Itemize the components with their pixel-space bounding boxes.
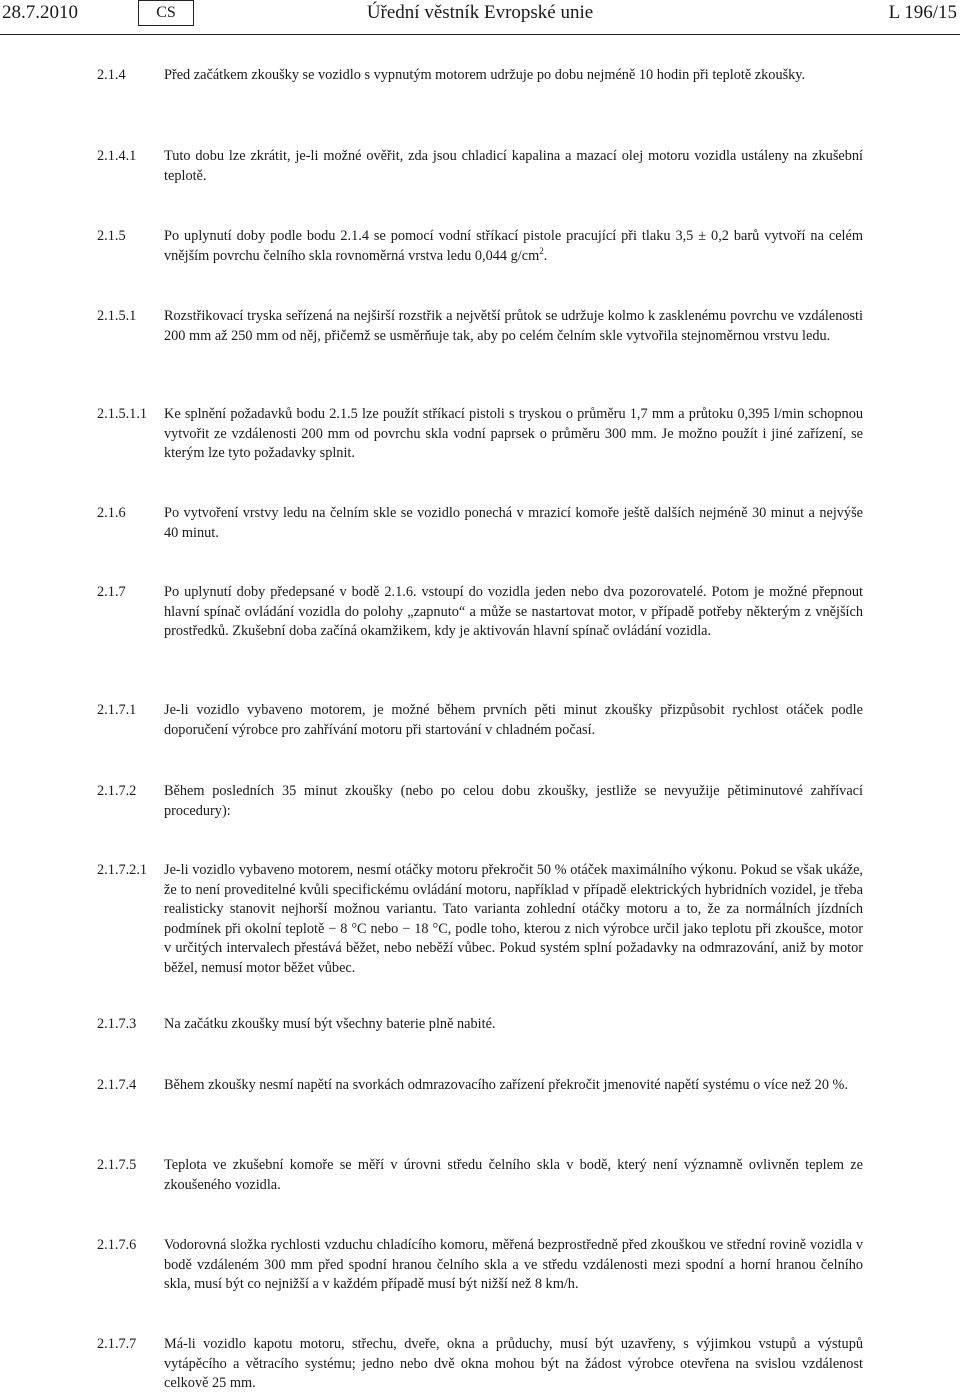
superscript: 2 xyxy=(539,245,544,256)
paragraph-2-1-5-1 xyxy=(97,307,863,346)
paragraph-2-1-7-2 xyxy=(97,782,863,821)
publication-date: 28.7.2010 xyxy=(2,2,78,23)
paragraph-text: Tuto dobu lze zkrátit, je-li možné ověřit, zda jsou chladicí kapalina a mazací olej motoru vozidla ustáleny na zkušební teplotě. xyxy=(164,148,863,184)
journal-title: Úřední věstník Evropské unie xyxy=(366,2,594,23)
paragraph-2-1-7-4 xyxy=(97,1076,863,1096)
paragraph-2-1-6 xyxy=(97,504,863,543)
paragraph-number: 2.1.4.1 xyxy=(97,148,137,164)
paragraph-2-1-7-2-1 xyxy=(97,861,863,978)
paragraph-text: Po uplynutí doby předepsané v bodě 2.1.6. vstoupí do vozidla jeden nebo dva pozorovatelé. Potom je možné přepnout hlavní spínač ovládání vozidla do polohy „zapnuto“ a může se nastartovat motor, v případě potřeby některým z vnějších prostředků. Zkušební doba začíná okamžikem, kdy je aktivován hlavní spínač ovládání vozidla. xyxy=(164,584,863,639)
paragraph-text: Má-li vozidlo kapotu motoru, střechu, dveře, okna a průduchy, musí být uzavřeny, s výjimkou vstupů a výstupů vytápěcího a větracího systému; jedno nebo dvě okna mohou být na žádost výrobce otevřena na svislou vzdálenost celkově 25 mm. xyxy=(164,1336,863,1391)
paragraph-2-1-5 xyxy=(97,227,863,266)
paragraph-text: Ke splnění požadavků bodu 2.1.5 lze použít stříkací pistoli s tryskou o průměru 1,7 mm a průtoku 0,395 l/min schopnou vytvořit ze vzdálenosti 200 mm od povrchu skla vodní paprsek o průměru 300 mm. Je možno použít i jiné zařízení, se kterým lze tyto požadavky splnit. xyxy=(164,406,863,461)
paragraph-number: 2.1.7.7 xyxy=(97,1336,137,1352)
paragraph-number: 2.1.7.4 xyxy=(97,1077,137,1093)
paragraph-2-1-5-1-1 xyxy=(97,405,863,464)
paragraph-text: Po vytvoření vrstvy ledu na čelním skle se vozidlo ponechá v mrazicí komoře ještě dalších nejméně 30 minut a nejvýše 40 minut. xyxy=(164,505,863,541)
paragraph-text: Na začátku zkoušky musí být všechny baterie plně nabité. xyxy=(164,1016,496,1032)
paragraph-2-1-4-1 xyxy=(97,147,863,186)
paragraph-text xyxy=(164,227,863,266)
paragraph-text: Rozstřikovací tryska seřízená na nejširší rozstřik a největší průtok se udržuje kolmo k zasklenému povrchu ve vzdálenosti 200 mm až 250 mm od něj, přičemž se usměrňuje tak, aby po celém čelním skle vytvořila stejnoměrnou vrstvu ledu. xyxy=(164,308,863,344)
page-header xyxy=(0,0,960,35)
paragraph-number: 2.1.7.5 xyxy=(97,1157,137,1173)
paragraph-2-1-7-1 xyxy=(97,701,863,740)
paragraph-text: Před začátkem zkoušky se vozidlo s vypnutým motorem udržuje po dobu nejméně 10 hodin při teplotě zkoušky. xyxy=(164,67,806,83)
paragraph-number: 2.1.5 xyxy=(97,228,126,244)
paragraph-text: Je-li vozidlo vybaveno motorem, je možné během prvních pěti minut zkoušky přizpůsobit rychlost otáček podle doporučení výrobce pro zahřívání motoru při startování v chladném počasí. xyxy=(164,702,863,738)
language-badge: CS xyxy=(138,0,194,26)
paragraph-2-1-7-5 xyxy=(97,1156,863,1195)
paragraph-2-1-7 xyxy=(97,583,863,642)
paragraph-number: 2.1.7.6 xyxy=(97,1237,137,1253)
paragraph-text-tail: . xyxy=(543,247,548,264)
paragraph-number: 2.1.7 xyxy=(97,584,126,600)
paragraph-text: Vodorovná složka rychlosti vzduchu chladícího komoru, měřená bezprostředně před zkouškou ve střední rovině vozidla v bodě vzdáleném 300 mm před spodní hranou čelního skla a ve středu vzdálenosti mezi spodní a horní hranou čelního skla, musí být co nejnižší a v každém případě musí být nižší než 8 km/h. xyxy=(164,1237,863,1292)
paragraph-text: Je-li vozidlo vybaveno motorem, nesmí otáčky motoru překročit 50 % otáček maximálního výkonu. Pokud se však ukáže, že to není proveditelné kvůli specifickému ovládání motoru, například v případě elektrických hybridních vozidel, je třeba realisticky stanovit nejhorší možnou variantu. Tato varianta zohlední otáčky motoru a to, že za normálních jízdních podmínek při okolní teplotě − 8 °C nebo − 18 °C, podle toho, kterou z nich výrobce určil jako teplotu při zkoušce, motor v určitých intervalech přestává běžet, nebo neběží vůbec. Pokud systém splní požadavky na odmrazování, aniž by motor běžel, nemusí motor běžet vůbec. xyxy=(164,862,863,976)
paragraph-2-1-7-6 xyxy=(97,1236,863,1295)
paragraph-number: 2.1.5.1.1 xyxy=(97,406,148,422)
paragraph-text: Teplota ve zkušební komoře se měří v úrovni středu čelního skla v bodě, který není významně ovlivněn teplem ze zkoušeného vozidla. xyxy=(164,1157,863,1193)
paragraph-2-1-7-7 xyxy=(97,1335,863,1394)
paragraph-text: Během posledních 35 minut zkoušky (nebo po celou dobu zkoušky, jestliže se nevyužije pětiminutové zahřívací procedury): xyxy=(164,783,863,819)
paragraph-number: 2.1.7.2 xyxy=(97,783,137,799)
page-reference: L 196/15 xyxy=(888,2,957,23)
paragraph-number: 2.1.4 xyxy=(97,67,126,83)
paragraph-text-main: Po uplynutí doby podle bodu 2.1.4 se pomocí vodní stříkací pistole pracující při tlaku 3,5 ± 0,2 barů vytvoří na celém vnějším povrchu čelního skla rovnoměrná vrstva ledu 0,044 g/cm xyxy=(164,228,863,264)
paragraph-2-1-7-3 xyxy=(97,1015,863,1035)
paragraph-text: Během zkoušky nesmí napětí na svorkách odmrazovacího zařízení překročit jmenovité napětí systému o více než 20 %. xyxy=(164,1077,849,1093)
paragraph-number: 2.1.7.3 xyxy=(97,1016,137,1032)
paragraph-number: 2.1.7.2.1 xyxy=(97,862,148,878)
paragraph-number: 2.1.6 xyxy=(97,505,126,521)
paragraph-number: 2.1.7.1 xyxy=(97,702,137,718)
paragraph-number: 2.1.5.1 xyxy=(97,308,137,324)
paragraph-2-1-4 xyxy=(97,66,863,86)
